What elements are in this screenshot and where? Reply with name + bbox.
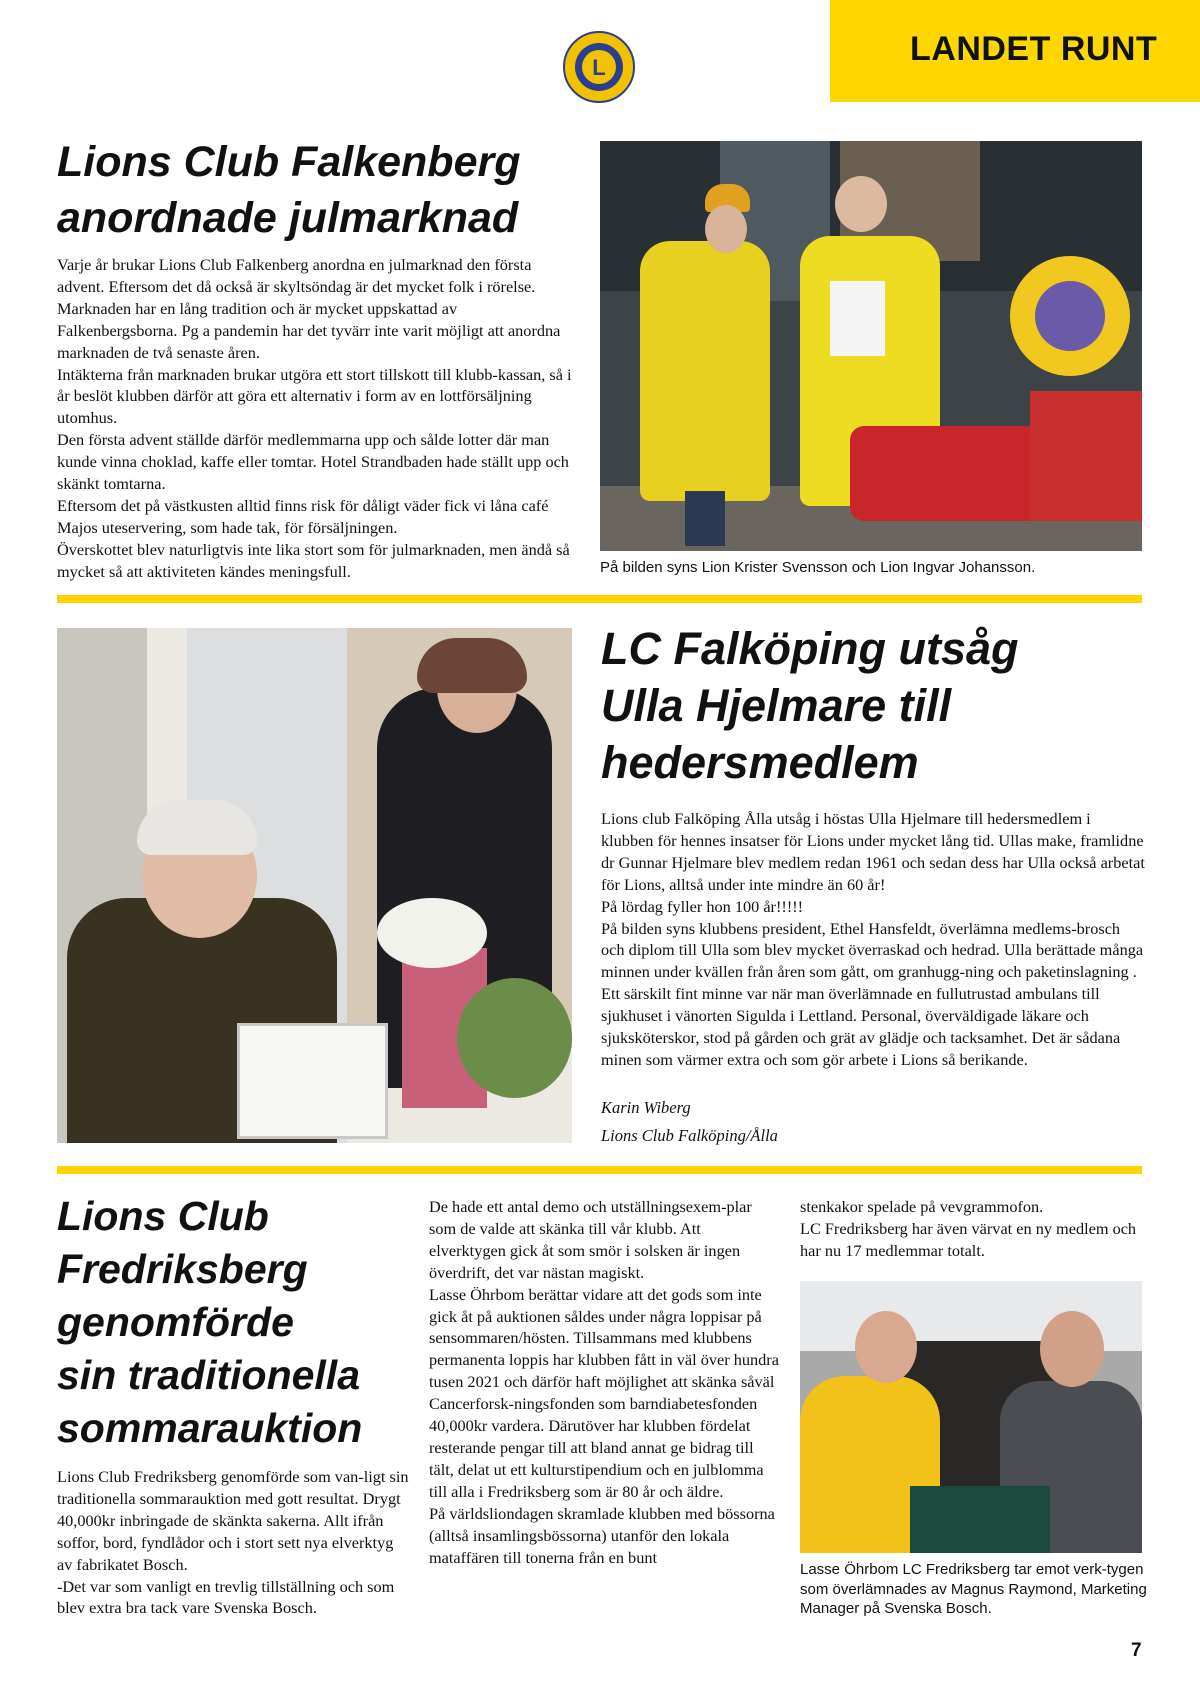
article1-paragraph: Eftersom det på västkusten alltid finns risk för dåligt väder fick vi låna café Majos uteservering, som hade tak, för försäljningen. — [57, 495, 549, 537]
article3-title-line2: Fredriksberg — [57, 1246, 308, 1292]
article3-title — [57, 1190, 362, 1455]
article1-paragraph: Den första advent ställde därför medlemmarna upp och sålde lotter där man kunde vinna choklad, kaffe eller tomtar. Hotel Strandbaden hade ställt upp och skänkt tomtarna. — [57, 430, 569, 494]
article3-paragraph: De hade ett antal demo och utställningsexem-plar som de valde att skänka till vår klubb. Att elverktygen gick åt som smör i solsken är ingen överdrift, det var nästan magiskt. — [429, 1197, 752, 1282]
article3-column-1 — [57, 1466, 409, 1619]
section-header — [830, 0, 1200, 102]
article2-title-line3: hedersmedlem — [601, 737, 919, 788]
article2-body — [601, 808, 1146, 1071]
photo-caption: Lasse Öhrbom LC Fredriksberg tar emot verk-tygen som överlämnades av Magnus Raymond, Marketing Manager på Svenska Bosch. — [800, 1561, 1147, 1617]
article1-body — [57, 254, 577, 583]
article3-paragraph: -Det var som vanligt en trevlig tillställning och som blev extra bra tack vare Svenska Bosch. — [57, 1576, 395, 1618]
article3-title-line1: Lions Club — [57, 1193, 269, 1239]
section-divider — [57, 1166, 1142, 1174]
article1-paragraph: Varje år brukar Lions Club Falkenberg anordna en julmarknad den första advent. Eftersom det då också är skyltsöndag är det mycket folk i rörelse. Marknaden har en lång tradition och är mycket uppskattad av Falkenbergsborna. Pg a pandemin har det tyvärr inte varit möjligt att anordna marknaden de två senaste åren. — [57, 255, 561, 362]
article2-title — [601, 620, 1019, 791]
article2-signature-name: Karin Wiberg — [601, 1098, 691, 1117]
article3-title-line4: sin traditionella — [57, 1352, 360, 1398]
article2-signature-club: Lions Club Falköping/Ålla — [601, 1126, 778, 1145]
article3-paragraph: stenkakor spelade på vevgrammofon. — [800, 1197, 1044, 1216]
article3-paragraph: Lions Club Fredriksberg genomförde som van-ligt sin traditionella sommarauktion med gott resultat. Drygt 40,000kr inbringade de skänkta sakerna. Allt ifrån soffor, bord, fyndlådor och i stort sett nya elverktyg av fabrikatet Bosch. — [57, 1467, 409, 1574]
article1-title-line2: anordnade julmarknad — [57, 194, 519, 242]
article3-column-2 — [429, 1196, 781, 1568]
article2-paragraph: Lions club Falköping Ålla utsåg i höstas Ulla Hjelmare till hedersmedlem i klubben för hennes insatser för Lions under mycket lång tid. Ullas make, framlidne dr Gunnar Hjelmare blev medlem redan 1961 och sedan dess har Ulla också arbetat för Lions, alltså under inte mindre än 60 år! — [601, 809, 1145, 894]
article2-title-line2: Ulla Hjelmare till — [601, 680, 952, 731]
article3-column-3 — [800, 1196, 1145, 1262]
article1-title-line1: Lions Club Falkenberg — [57, 138, 521, 186]
photo-caption: På bilden syns Lion Krister Svensson och Lion Ingvar Johansson. — [600, 559, 1036, 576]
article2-title-line1: LC Falköping utsåg — [601, 623, 1019, 674]
article3-paragraph: Lasse Öhrbom berättar vidare att det gods som inte gick åt på auktionen såldes under några loppisar på sensommaren/hösten. Tillsammans med klubbens permanenta loppis har klubben fått in väl över hundra tusen 2021 och därför haft möjlighet att skänka såväl Cancerforsk-ningsfonden som barndiabetesfonden 40,000kr vardera. Därutöver har klubben fördelat resterande pengar till att bland annat ge bidrag till tält, delat ut ett kulturstipendium och en julblomma till alla i Fredriksberg som är 80 år och äldre. — [429, 1284, 779, 1501]
article1-paragraph: Intäkterna från marknaden brukar utgöra ett stort tillskott till klubb-kassan, så i år beslöt klubben därför att göra ett alternativ i form av en lottförsäljning utomhus. — [57, 364, 572, 428]
article2-paragraph: På lördag fyller hon 100 år!!!!! — [601, 896, 804, 916]
article2-paragraph: På bilden syns klubbens president, Ethel Hansfeldt, överlämna medlems-brosch och diplom till Ulla som blev mycket överraskad och hedrad. Ulla berättade många minnen under kvällen från åren som gått, om granhugg-ning och paketinslagning . Ett särskilt fint minne var när man överlämnade en fullutrustad ambulans till sjukhuset i vänorten Sigulda i Lettland. Personal, överväldigade läkare och sjuksköterskor, stod på gården och grät av glädje och tacksamhet. Det är sådana minen som värmer extra och som gör arbete i Lions så berikande. — [601, 918, 1144, 1069]
article3-title-line3: genomförde — [57, 1299, 294, 1345]
photo-falkenberg-market — [600, 141, 1142, 551]
page-number: 7 — [1131, 1640, 1142, 1661]
svg-text:L: L — [592, 55, 606, 80]
article1-paragraph: Överskottet blev naturligtvis inte lika stort som för julmarknaden, men ändå så mycket så att aktiviteten kändes meningsfull. — [57, 539, 570, 581]
article3-paragraph: På världsliondagen skramlade klubben med bössorna (alltså insamlingsbössorna) utanför den lokala mataffären till tonerna från en bunt — [429, 1503, 775, 1567]
article3-title-line5: sommarauktion — [57, 1405, 363, 1451]
article3-paragraph: LC Fredriksberg har även värvat en ny medlem och har nu 17 medlemmar totalt. — [800, 1218, 1137, 1260]
article1-title — [57, 134, 521, 246]
photo-ulla-hjelmare — [57, 628, 572, 1143]
lions-logo — [562, 30, 636, 104]
section-title: LANDET RUNT — [910, 30, 1158, 68]
section-divider — [57, 595, 1142, 603]
photo-bosch-handover — [800, 1281, 1142, 1553]
